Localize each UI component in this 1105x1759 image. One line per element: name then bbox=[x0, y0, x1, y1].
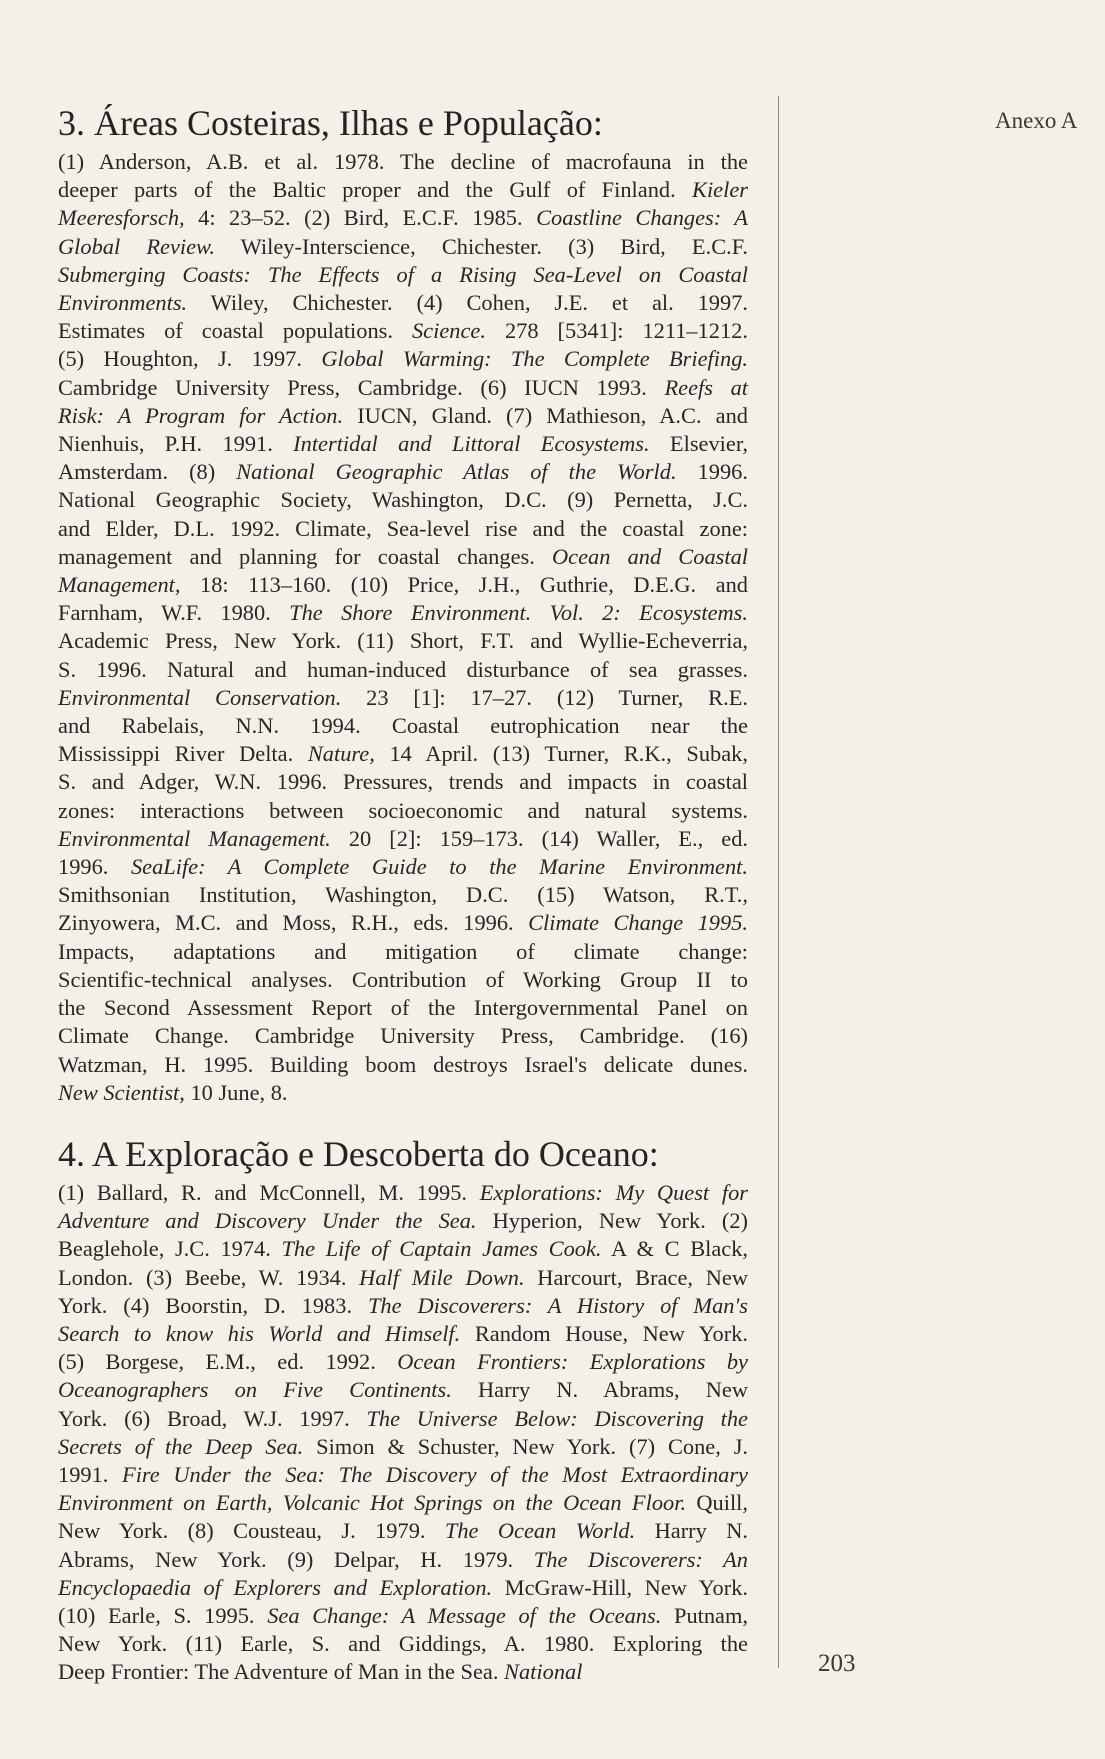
reference-text: Hyperion, New York. (2) bbox=[476, 1208, 748, 1234]
reference-title-italic: The Universe Below: Discovering the bbox=[366, 1405, 748, 1431]
reference-text: McGraw-Hill, New York. bbox=[492, 1574, 748, 1600]
reference-line bbox=[58, 712, 748, 740]
reference-text: Abrams, New York. (9) Delpar, H. 1979. bbox=[58, 1546, 534, 1572]
reference-text: Farnham, W.F. 1980. bbox=[58, 600, 290, 626]
reference-text: Zinyowera, M.C. and Moss, R.H., eds. 1996. bbox=[58, 910, 529, 936]
reference-text: (1) Anderson, A.B. et al. 1978. The decline of macrofauna in the bbox=[58, 149, 748, 174]
reference-title-italic: Fire Under the Sea: The Discovery of the Most Extraordinary bbox=[122, 1461, 748, 1487]
reference-title-italic: National Geographic Atlas of the World. bbox=[236, 459, 677, 485]
reference-title-italic: Ocean Frontiers: Explorations by bbox=[397, 1349, 748, 1375]
reference-text: the Second Assessment Report of the Intergovernmental Panel on bbox=[58, 995, 748, 1021]
reference-text: Putnam, bbox=[661, 1602, 749, 1628]
reference-title-italic: Explorations: My Quest for bbox=[479, 1179, 749, 1205]
reference-text: 18: 113–160. (10) Price, J.H., Guthrie, D.E.G. and bbox=[180, 572, 748, 598]
reference-text: 23 [1]: 17–27. (12) Turner, R.E. bbox=[341, 684, 748, 710]
reference-line bbox=[58, 656, 748, 684]
reference-line bbox=[58, 853, 748, 881]
reference-text: Harry N. Abrams, New bbox=[451, 1377, 749, 1403]
reference-line bbox=[58, 1179, 748, 1207]
section-ocean-exploration bbox=[58, 1133, 748, 1687]
reference-title-italic: Meeresforsch, bbox=[58, 205, 185, 231]
reference-text: 14 April. (13) Turner, R.K., Subak, bbox=[374, 741, 748, 767]
reference-title-italic: Search to know his World and Himself. bbox=[58, 1320, 461, 1346]
reference-line bbox=[58, 1051, 748, 1079]
reference-text: 4: 23–52. (2) Bird, E.C.F. 1985. bbox=[184, 205, 537, 231]
reference-text: Random House, New York. bbox=[460, 1320, 748, 1346]
reference-title-italic: Global Review. bbox=[58, 233, 215, 259]
reference-line bbox=[58, 571, 748, 599]
reference-text: York. (4) Boorstin, D. 1983. bbox=[58, 1292, 368, 1318]
reference-line bbox=[58, 938, 748, 966]
reference-text: Wiley, Chichester. (4) Cohen, J.E. et al. 1997. bbox=[187, 290, 748, 316]
reference-text: Scientific-technical analyses. Contribution of Working Group II to bbox=[58, 966, 748, 992]
reference-title-italic: Global Warming: The Complete Briefing. bbox=[321, 346, 748, 372]
reference-text: Elsevier, bbox=[649, 431, 748, 457]
reference-text: Nienhuis, P.H. 1991. bbox=[58, 431, 294, 457]
section-coastal-areas bbox=[58, 102, 748, 1107]
reference-line bbox=[58, 233, 748, 261]
reference-line bbox=[58, 317, 748, 345]
reference-line bbox=[58, 797, 748, 825]
reference-title-italic: Oceanographers on Five Continents. bbox=[58, 1377, 452, 1403]
reference-line bbox=[58, 1658, 748, 1686]
reference-title-italic: The Discoverers: An bbox=[533, 1546, 748, 1572]
reference-title-italic: Sea Change: A Message of the Oceans. bbox=[267, 1602, 662, 1628]
reference-line bbox=[58, 148, 748, 176]
reference-list bbox=[58, 1179, 748, 1687]
section-title: 3. Áreas Costeiras, Ilhas e População: bbox=[58, 103, 603, 143]
reference-text: 1991. bbox=[58, 1461, 123, 1487]
reference-text: New York. (8) Cousteau, J. 1979. bbox=[58, 1518, 445, 1544]
section-title: 4. A Exploração e Descoberta do Oceano: bbox=[58, 1133, 659, 1174]
reference-title-italic: Half Mile Down. bbox=[359, 1264, 525, 1290]
reference-line bbox=[58, 204, 748, 232]
reference-text: New York. (11) Earle, S. and Giddings, A. 1980. Exploring the bbox=[58, 1631, 748, 1657]
reference-title-italic: The Life of Captain James Cook. bbox=[281, 1236, 602, 1262]
reference-text: Estimates of coastal populations. bbox=[58, 318, 412, 344]
reference-text: Academic Press, New York. (11) Short, F.T. and Wyllie-Echeverria, bbox=[58, 628, 748, 654]
reference-title-italic: Environments. bbox=[58, 290, 188, 316]
reference-title-italic: Environmental Conservation. bbox=[58, 684, 342, 710]
reference-text: (5) Borgese, E.M., ed. 1992. bbox=[58, 1349, 398, 1375]
reference-text: National Geographic Society, Washington, D.C. (9) Pernetta, J.C. bbox=[58, 487, 748, 513]
reference-title-italic: Science. bbox=[411, 318, 486, 344]
reference-text: York. (6) Broad, W.J. 1997. bbox=[58, 1405, 367, 1431]
reference-line bbox=[58, 1405, 748, 1433]
reference-line bbox=[58, 881, 748, 909]
reference-text: Watzman, H. 1995. Building boom destroys Israel's delicate dunes. bbox=[58, 1051, 748, 1077]
reference-line bbox=[58, 374, 748, 402]
reference-line bbox=[58, 1602, 748, 1630]
reference-text: Beaglehole, J.C. 1974. bbox=[58, 1236, 282, 1262]
reference-text: (10) Earle, S. 1995. bbox=[58, 1602, 268, 1628]
page-number: 203 bbox=[818, 1650, 856, 1677]
reference-text: 278 [5341]: 1211–1212. bbox=[485, 318, 748, 344]
reference-line bbox=[58, 994, 748, 1022]
reference-text: Mississippi River Delta. bbox=[58, 741, 308, 767]
reference-line bbox=[58, 1574, 748, 1602]
reference-title-italic: Risk: A Program for Action. bbox=[58, 402, 344, 428]
reference-text: (5) Houghton, J. 1997. bbox=[58, 346, 322, 372]
reference-title-italic: New Scientist, bbox=[58, 1079, 185, 1105]
reference-text: management and planning for coastal changes. bbox=[58, 543, 552, 569]
reference-text: and Elder, D.L. 1992. Climate, Sea-level rise and the coastal zone: bbox=[58, 515, 748, 541]
references-column bbox=[58, 102, 748, 1687]
reference-text: Harry N. bbox=[635, 1518, 748, 1544]
reference-line bbox=[58, 1264, 748, 1292]
reference-line bbox=[58, 1433, 748, 1461]
reference-text: 20 [2]: 159–173. (14) Waller, E., ed. bbox=[330, 825, 749, 851]
reference-text: Smithsonian Institution, Washington, D.C. (15) Watson, R.T., bbox=[58, 882, 748, 908]
running-header-annex: Anexo A bbox=[995, 108, 1078, 133]
reference-line bbox=[58, 515, 748, 543]
reference-line bbox=[58, 486, 748, 514]
reference-text: S. and Adger, W.N. 1996. Pressures, trends and impacts in coastal bbox=[58, 769, 748, 795]
reference-line bbox=[58, 599, 748, 627]
reference-line bbox=[58, 966, 748, 994]
reference-line bbox=[58, 345, 748, 373]
reference-title-italic: Kieler bbox=[692, 177, 748, 203]
reference-title-italic: SeaLife: A Complete Guide to the Marine Environment. bbox=[130, 854, 749, 880]
reference-text: deeper parts of the Baltic proper and the Gulf of Finland. bbox=[58, 177, 693, 203]
reference-title-italic: Reefs at bbox=[664, 374, 748, 400]
reference-line bbox=[58, 402, 748, 430]
reference-text: Climate Change. Cambridge University Press, Cambridge. (16) bbox=[58, 1023, 748, 1049]
reference-line bbox=[58, 740, 748, 768]
reference-title-italic: Environmental Management. bbox=[58, 825, 331, 851]
reference-title-italic: Nature, bbox=[307, 741, 375, 767]
reference-text: Cambridge University Press, Cambridge. (6) IUCN 1993. bbox=[58, 374, 665, 400]
reference-title-italic: Secrets of the Deep Sea. bbox=[58, 1433, 304, 1459]
reference-title-italic: Encyclopaedia of Explorers and Exploration. bbox=[58, 1574, 493, 1600]
reference-text: Deep Frontier: The Adventure of Man in the Sea. bbox=[58, 1659, 505, 1685]
reference-line bbox=[58, 458, 748, 486]
reference-title-italic: Submerging Coasts: The Effects of a Rising Sea-Level on Coastal bbox=[58, 261, 748, 287]
reference-line bbox=[58, 176, 748, 204]
reference-text: 1996. bbox=[676, 459, 748, 485]
reference-line bbox=[58, 1348, 748, 1376]
reference-title-italic: Environment on Earth, Volcanic Hot Springs on the Ocean Floor. bbox=[58, 1490, 687, 1516]
reference-line bbox=[58, 1461, 748, 1489]
reference-line bbox=[58, 1376, 748, 1404]
reference-text: IUCN, Gland. (7) Mathieson, A.C. and bbox=[343, 402, 748, 428]
reference-text: London. (3) Beebe, W. 1934. bbox=[58, 1264, 360, 1290]
reference-line bbox=[58, 909, 748, 937]
column-divider bbox=[778, 96, 779, 1668]
reference-line bbox=[58, 543, 748, 571]
reference-title-italic: Coastline Changes: A bbox=[536, 205, 748, 231]
reference-line bbox=[58, 1079, 748, 1107]
reference-title-italic: Intertidal and Littoral Ecosystems. bbox=[293, 431, 650, 457]
reference-title-italic: The Discoverers: A History of Man's bbox=[367, 1292, 748, 1318]
reference-text: zones: interactions between socioeconomic and natural systems. bbox=[58, 797, 748, 823]
reference-text: S. 1996. Natural and human-induced disturbance of sea grasses. bbox=[58, 656, 748, 682]
reference-line bbox=[58, 768, 748, 796]
reference-list bbox=[58, 148, 748, 1107]
reference-title-italic: Management, bbox=[58, 572, 181, 598]
reference-line bbox=[58, 825, 748, 853]
reference-title-italic: The Ocean World. bbox=[444, 1518, 636, 1544]
reference-text: Quill, bbox=[686, 1490, 749, 1516]
reference-title-italic: The Shore Environment. Vol. 2: Ecosystems. bbox=[289, 600, 748, 626]
reference-text: Simon & Schuster, New York. (7) Cone, J. bbox=[303, 1433, 749, 1459]
reference-line bbox=[58, 1235, 748, 1263]
reference-text: Amsterdam. (8) bbox=[58, 459, 237, 485]
reference-line bbox=[58, 289, 748, 317]
reference-line bbox=[58, 1022, 748, 1050]
reference-title-italic: Adventure and Discovery Under the Sea. bbox=[58, 1208, 477, 1234]
reference-title-italic: Ocean and Coastal bbox=[551, 543, 748, 569]
reference-line bbox=[58, 1546, 748, 1574]
reference-title-italic: National bbox=[504, 1659, 583, 1685]
reference-line bbox=[58, 1292, 748, 1320]
reference-line bbox=[58, 1630, 748, 1658]
reference-text: A & C Black, bbox=[601, 1236, 749, 1262]
reference-text: 1996. bbox=[58, 854, 131, 880]
reference-line bbox=[58, 430, 748, 458]
reference-text: and Rabelais, N.N. 1994. Coastal eutrophication near the bbox=[58, 713, 748, 739]
reference-line bbox=[58, 627, 748, 655]
reference-text: Harcourt, Brace, New bbox=[524, 1264, 748, 1290]
reference-line bbox=[58, 261, 748, 289]
reference-line bbox=[58, 1517, 748, 1545]
reference-text: 10 June, 8. bbox=[184, 1079, 288, 1105]
reference-title-italic: Climate Change 1995. bbox=[528, 910, 748, 936]
reference-text: Impacts, adaptations and mitigation of climate change: bbox=[58, 938, 748, 964]
reference-text: (1) Ballard, R. and McConnell, M. 1995. bbox=[58, 1179, 480, 1205]
reference-line bbox=[58, 1207, 748, 1235]
reference-text: Wiley-Interscience, Chichester. (3) Bird, E.C.F. bbox=[214, 233, 748, 259]
reference-line bbox=[58, 684, 748, 712]
reference-line bbox=[58, 1320, 748, 1348]
reference-line bbox=[58, 1489, 748, 1517]
